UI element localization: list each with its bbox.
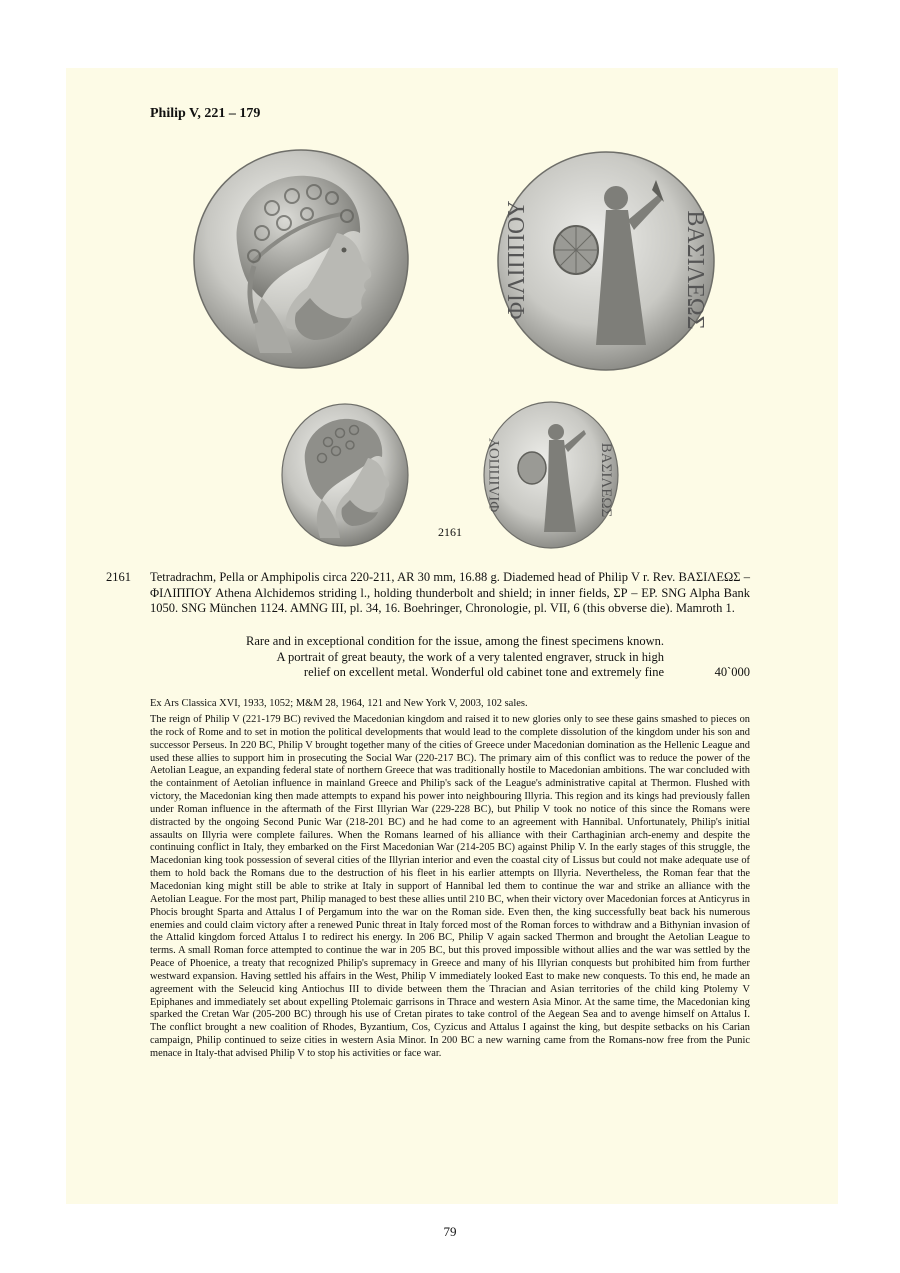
coin-obverse-large-image <box>192 148 410 370</box>
coin-reverse-large-image <box>496 150 716 372</box>
page-number: 79 <box>443 1224 457 1239</box>
estimate-price: 40`000 <box>714 665 750 679</box>
provenance: Ex Ars Classica XVI, 1933, 1052; M&M 28, 1964, 121 and New York V, 2003, 102 sales. <box>150 698 528 709</box>
lot-notes <box>150 634 750 681</box>
reverse-legend-right-small: ΒΑΣΙΛΕΩΣ <box>598 442 614 518</box>
coin-reverse-small-image <box>482 400 620 550</box>
reverse-legend-right: ΒΑΣΙΛΕΩΣ <box>682 210 708 330</box>
reverse-legend-left-small: ΦΙΛΙΠΠΟΥ <box>487 437 503 513</box>
note-line: Rare and in exceptional condition for the issue, among the finest specimens known. <box>246 634 664 648</box>
image-lot-label: 2161 <box>438 525 462 539</box>
lot-number: 2161 <box>106 570 131 584</box>
coin-obverse-small-image <box>280 402 410 548</box>
lot-description: Tetradrachm, Pella or Amphipolis circa 220-211, AR 30 mm, 16.88 g. Diademed head of Philip V r. Rev. ΒΑΣΙΛΕΩΣ – ΦΙΛΙΠΠΟΥ Athena Alchidemos striding l., holding thunderbolt and shield; in inner fields, ΣΡ – ΕΡ. SNG Alpha Bank 1050. SNG München 1124. AMNG III, pl. 34, 16. Boehringer, Chronologie, pl. VII, 6 (this obverse die). Mamroth 1. <box>150 570 750 616</box>
note-line: relief on excellent metal. Wonderful old cabinet tone and extremely fine <box>303 665 664 680</box>
reverse-legend-left: ΦΙΛΙΠΠΟΥ <box>504 200 530 320</box>
note-line: A portrait of great beauty, the work of a very talented engraver, struck in high <box>276 649 664 664</box>
section-heading: Philip V, 221 – 179 <box>150 106 261 121</box>
historical-note: The reign of Philip V (221-179 BC) revived the Macedonian kingdom and raised it to new glories only to see these gains smashed to pieces on the rock of Rome and to set in motion the political developments that would lead to the complete dissolution of the kingdom under his son and successor Perseus. In 220 BC, Philip V brought together many of the cities of Greece under Macedonian domination as the Hellenic League and used these allies to support him in prosecuting the Social War (220-217 BC). The primary aim of this conflict was to reduce the power of the Aetolian League, an expanding federal state of northern Greece that was traditionally hostile to Macedonian ambitions. The war concluded with the containment of Aetolian influence in mainland Greece and Philip's sack of the League's administrative capital at Thermon. Flushed with victory, the Macedonian king then made attempts to expand his power into neighbouring Illyria. This region and its kings had previously fallen under Roman influence in the aftermath of the First Illyrian War (229-228 BC), but Philip V took no notice of this since the Romans were distracted by the ongoing Second Punic War (218-201 BC) and he had come to an agreement with Hannibal. Unfortunately, Philip's initial assaults on Illyria were complete failures. When the Romans learned of his alliance with their Carthaginian arch-enemy and despite the continuing conflict in Italy, they embarked on the First Macedonian War (214-205 BC) against Philip V. In the early stages of this struggle, the Macedonian king took possession of several cities of the Illyrian interior and even the coastal city of Lissus but could not make adequate use of them to hold back the Romans due to the destruction of his fleet in his earlier attempts on Illyria. Nevertheless, the Roman fear that the Macedonian king might still be able to strike at Italy in support of Hannibal led them to continue the war and strike an alliance with the Aetolian League. For the most part, Philip managed to best these allies until 210 BC, when their victory over Macedonian forces at Anticyrus in Phocis brought Sparta and Attalus I of Pergamum into the war on the Roman side. Even then, the king successfully beat back his numerous enemies and could claim victory after a renewed Punic threat in Italy forced most of the Roman forces to withdraw and a Bithynian invasion of the Attalid kingdom forced Attalus I to redirect his energy. In 206 BC, Philip V again sacked Thermon and brought the Aetolian League to terms. A small Roman force attempted to continue the war in 205 BC, but this proved impossible without allies and the war was settled by the Peace of Phoenice, a treaty that recognized Philip's supremacy in Greece and many of his Illyrian conquests but prohibited him from further westward expansion. Having settled his affairs in the West, Philip V immediately looked East to make new conquests. To this end, he made an agreement with the Seleucid king Antiochus III to divide between them the Thracian and Asian territories of the child king Ptolemy V Epiphanes and immediately set about expelling Ptolemaic garrisons in Thrace and western Asia Minor. At the same time, the Macedonian king sparked the Cretan War (205-200 BC) through his use of Cretan pirates to take control of the Aegean Sea and to avenge himself on Attalus I. The conflict brought a new coalition of Rhodes, Byzantium, Cos, Cyzicus and Attalus I against the king, but despite setbacks on his Carian campaign, Philip continued to seize cities in western Asia Minor. In 200 BC a new warning came from the Romans-now free from the Punic menace in Italy-that advised Philip V to stop his activities or face war. <box>150 714 750 1059</box>
